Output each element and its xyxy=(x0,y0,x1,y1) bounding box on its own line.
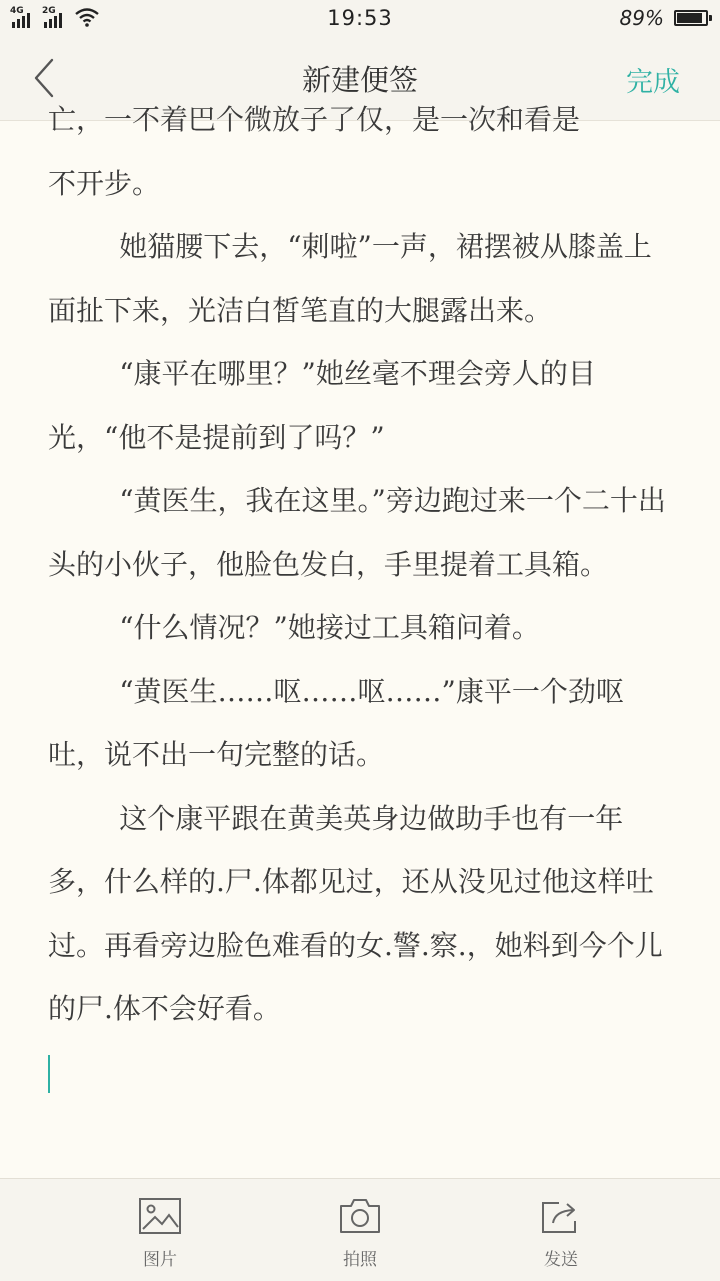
battery-level-fill xyxy=(677,13,702,23)
status-time: 19:53 xyxy=(327,6,393,30)
send-button[interactable] xyxy=(501,1197,621,1270)
camera-icon xyxy=(338,1197,382,1235)
camera-label: 拍照 xyxy=(343,1250,377,1270)
battery-percent: 89% xyxy=(619,6,664,30)
take-photo-button[interactable] xyxy=(300,1197,420,1270)
image-icon xyxy=(138,1197,182,1235)
network-type-label: 2G xyxy=(42,6,56,16)
status-bar xyxy=(0,0,720,38)
note-editor[interactable] xyxy=(48,103,672,1176)
text-cursor xyxy=(48,1055,50,1093)
page-title: 新建便签 xyxy=(301,63,418,97)
image-label: 图片 xyxy=(143,1250,177,1270)
insert-image-button[interactable] xyxy=(100,1197,220,1270)
done-button[interactable]: 完成 xyxy=(626,67,680,98)
bottom-toolbar xyxy=(0,1178,720,1281)
note-body-text[interactable]: 亡，一不着巴个微放子了仅，是一次和看是 不开步。 她猫腰下去，“刺啦”一声，裙摆被从膝盖上面扯下来，光洁白皙笔直的大腿露出来。 “康平在哪里？”她丝毫不理会旁人的目光，“他不是提前到了吗？” “黄医生，我在这里。”旁边跑过来一个二十出头的小伙子，他脸色发白，手里提着工具箱。 “什么情况？”她接过工具箱问着。 “黄医生……呕……呕……”康平一个劲呕吐，说不出一句完整的话。 这个康平跟在黄美英身边做助手也有一年多，什么样的.尸.体都见过，还从没见过他这样吐过。再看旁边脸色难看的女.警.察.，她料到今个儿的尸.体不会好看。 xyxy=(48,103,666,1025)
send-label: 发送 xyxy=(544,1250,578,1270)
battery-icon xyxy=(674,10,708,26)
network-type-label: 4G xyxy=(10,6,24,16)
share-icon xyxy=(539,1197,583,1235)
